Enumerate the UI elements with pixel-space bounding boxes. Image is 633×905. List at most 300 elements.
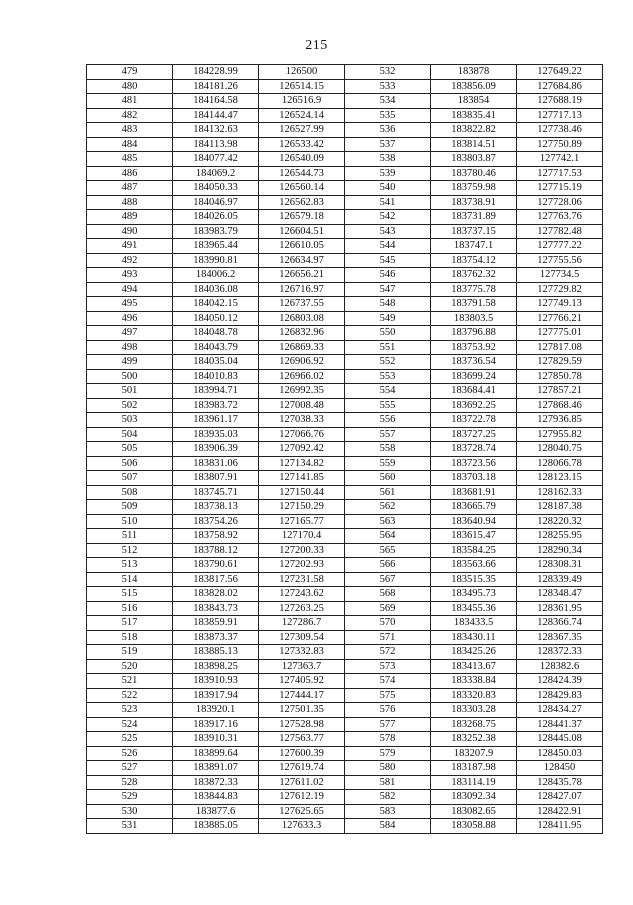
y-coordinate-cell: 127817.08 bbox=[517, 340, 603, 355]
table-row bbox=[87, 398, 603, 413]
x-coordinate-cell: 183920.1 bbox=[173, 703, 259, 718]
table-row bbox=[87, 340, 603, 355]
y-coordinate-cell: 126533.42 bbox=[259, 137, 345, 152]
point-number-cell: 538 bbox=[345, 152, 431, 167]
y-coordinate-cell: 127008.48 bbox=[259, 398, 345, 413]
point-number-cell: 529 bbox=[87, 790, 173, 805]
y-coordinate-cell: 127619.74 bbox=[259, 761, 345, 776]
x-coordinate-cell: 183854 bbox=[431, 94, 517, 109]
table-row bbox=[87, 572, 603, 587]
point-number-cell: 551 bbox=[345, 340, 431, 355]
y-coordinate-cell: 126562.83 bbox=[259, 195, 345, 210]
x-coordinate-cell: 183754.12 bbox=[431, 253, 517, 268]
y-coordinate-cell: 127738.46 bbox=[517, 123, 603, 138]
x-coordinate-cell: 183791.58 bbox=[431, 297, 517, 312]
point-number-cell: 485 bbox=[87, 152, 173, 167]
table-row bbox=[87, 181, 603, 196]
y-coordinate-cell: 127243.62 bbox=[259, 587, 345, 602]
x-coordinate-cell: 183738.13 bbox=[173, 500, 259, 515]
table-row bbox=[87, 65, 603, 80]
table-row bbox=[87, 645, 603, 660]
point-number-cell: 515 bbox=[87, 587, 173, 602]
y-coordinate-cell: 127777.22 bbox=[517, 239, 603, 254]
y-coordinate-cell: 128123.15 bbox=[517, 471, 603, 486]
point-number-cell: 525 bbox=[87, 732, 173, 747]
point-number-cell: 487 bbox=[87, 181, 173, 196]
y-coordinate-cell: 127936.85 bbox=[517, 413, 603, 428]
table-row bbox=[87, 456, 603, 471]
point-number-cell: 526 bbox=[87, 746, 173, 761]
x-coordinate-cell: 183906.39 bbox=[173, 442, 259, 457]
y-coordinate-cell: 128187.38 bbox=[517, 500, 603, 515]
y-coordinate-cell: 126716.97 bbox=[259, 282, 345, 297]
point-number-cell: 479 bbox=[87, 65, 173, 80]
table-row bbox=[87, 413, 603, 428]
point-number-cell: 546 bbox=[345, 268, 431, 283]
x-coordinate-cell: 183722.78 bbox=[431, 413, 517, 428]
point-number-cell: 496 bbox=[87, 311, 173, 326]
y-coordinate-cell: 126610.05 bbox=[259, 239, 345, 254]
table-row bbox=[87, 746, 603, 761]
x-coordinate-cell: 183885.05 bbox=[173, 819, 259, 834]
y-coordinate-cell: 126656.21 bbox=[259, 268, 345, 283]
point-number-cell: 562 bbox=[345, 500, 431, 515]
table-row bbox=[87, 137, 603, 152]
y-coordinate-cell: 128422.91 bbox=[517, 804, 603, 819]
y-coordinate-cell: 127715.19 bbox=[517, 181, 603, 196]
y-coordinate-cell: 128290.34 bbox=[517, 543, 603, 558]
table-row bbox=[87, 442, 603, 457]
x-coordinate-cell: 183759.98 bbox=[431, 181, 517, 196]
x-coordinate-cell: 184069.2 bbox=[173, 166, 259, 181]
y-coordinate-cell: 128066.78 bbox=[517, 456, 603, 471]
point-number-cell: 527 bbox=[87, 761, 173, 776]
x-coordinate-cell: 183910.31 bbox=[173, 732, 259, 747]
point-number-cell: 530 bbox=[87, 804, 173, 819]
point-number-cell: 486 bbox=[87, 166, 173, 181]
x-coordinate-cell: 183338.84 bbox=[431, 674, 517, 689]
y-coordinate-cell: 127755.56 bbox=[517, 253, 603, 268]
y-coordinate-cell: 127728.06 bbox=[517, 195, 603, 210]
point-number-cell: 495 bbox=[87, 297, 173, 312]
point-number-cell: 518 bbox=[87, 630, 173, 645]
x-coordinate-cell: 183640.94 bbox=[431, 514, 517, 529]
x-coordinate-cell: 183584.25 bbox=[431, 543, 517, 558]
table-row bbox=[87, 674, 603, 689]
x-coordinate-cell: 183885.13 bbox=[173, 645, 259, 660]
table-row bbox=[87, 123, 603, 138]
table-row bbox=[87, 485, 603, 500]
x-coordinate-cell: 183994.71 bbox=[173, 384, 259, 399]
point-number-cell: 566 bbox=[345, 558, 431, 573]
point-number-cell: 554 bbox=[345, 384, 431, 399]
y-coordinate-cell: 126906.92 bbox=[259, 355, 345, 370]
x-coordinate-cell: 183891.07 bbox=[173, 761, 259, 776]
point-number-cell: 577 bbox=[345, 717, 431, 732]
x-coordinate-cell: 183699.24 bbox=[431, 369, 517, 384]
point-number-cell: 561 bbox=[345, 485, 431, 500]
y-coordinate-cell: 127766.21 bbox=[517, 311, 603, 326]
x-coordinate-cell: 183961.17 bbox=[173, 413, 259, 428]
y-coordinate-cell: 127612.19 bbox=[259, 790, 345, 805]
table-row bbox=[87, 166, 603, 181]
point-number-cell: 537 bbox=[345, 137, 431, 152]
x-coordinate-cell: 183615.47 bbox=[431, 529, 517, 544]
point-number-cell: 494 bbox=[87, 282, 173, 297]
y-coordinate-cell: 128339.49 bbox=[517, 572, 603, 587]
y-coordinate-cell: 127868.46 bbox=[517, 398, 603, 413]
y-coordinate-cell: 128366.74 bbox=[517, 616, 603, 631]
y-coordinate-cell: 127734.5 bbox=[517, 268, 603, 283]
point-number-cell: 521 bbox=[87, 674, 173, 689]
table-row bbox=[87, 703, 603, 718]
point-number-cell: 552 bbox=[345, 355, 431, 370]
y-coordinate-cell: 126516.9 bbox=[259, 94, 345, 109]
point-number-cell: 555 bbox=[345, 398, 431, 413]
x-coordinate-cell: 183736.54 bbox=[431, 355, 517, 370]
y-coordinate-cell: 128429.83 bbox=[517, 688, 603, 703]
x-coordinate-cell: 183844.83 bbox=[173, 790, 259, 805]
y-coordinate-cell: 126737.55 bbox=[259, 297, 345, 312]
y-coordinate-cell: 127309.54 bbox=[259, 630, 345, 645]
point-number-cell: 503 bbox=[87, 413, 173, 428]
table-row bbox=[87, 500, 603, 515]
x-coordinate-cell: 183723.56 bbox=[431, 456, 517, 471]
x-coordinate-cell: 183877.6 bbox=[173, 804, 259, 819]
x-coordinate-cell: 183917.16 bbox=[173, 717, 259, 732]
y-coordinate-cell: 126803.08 bbox=[259, 311, 345, 326]
coordinates-table-body bbox=[87, 65, 603, 834]
y-coordinate-cell: 126992.35 bbox=[259, 384, 345, 399]
y-coordinate-cell: 128441.37 bbox=[517, 717, 603, 732]
table-row bbox=[87, 543, 603, 558]
x-coordinate-cell: 183803.5 bbox=[431, 311, 517, 326]
table-row bbox=[87, 195, 603, 210]
x-coordinate-cell: 183856.09 bbox=[431, 79, 517, 94]
y-coordinate-cell: 127134.82 bbox=[259, 456, 345, 471]
y-coordinate-cell: 127633.3 bbox=[259, 819, 345, 834]
x-coordinate-cell: 184050.33 bbox=[173, 181, 259, 196]
table-row bbox=[87, 210, 603, 225]
point-number-cell: 565 bbox=[345, 543, 431, 558]
y-coordinate-cell: 127829.59 bbox=[517, 355, 603, 370]
table-row bbox=[87, 804, 603, 819]
point-number-cell: 544 bbox=[345, 239, 431, 254]
x-coordinate-cell: 183835.41 bbox=[431, 108, 517, 123]
y-coordinate-cell: 127857.21 bbox=[517, 384, 603, 399]
point-number-cell: 512 bbox=[87, 543, 173, 558]
point-number-cell: 559 bbox=[345, 456, 431, 471]
x-coordinate-cell: 183983.72 bbox=[173, 398, 259, 413]
point-number-cell: 584 bbox=[345, 819, 431, 834]
x-coordinate-cell: 183990.81 bbox=[173, 253, 259, 268]
table-row bbox=[87, 297, 603, 312]
x-coordinate-cell: 183114.19 bbox=[431, 775, 517, 790]
point-number-cell: 480 bbox=[87, 79, 173, 94]
x-coordinate-cell: 183703.18 bbox=[431, 471, 517, 486]
y-coordinate-cell: 127363.7 bbox=[259, 659, 345, 674]
x-coordinate-cell: 184228.99 bbox=[173, 65, 259, 80]
x-coordinate-cell: 183738.91 bbox=[431, 195, 517, 210]
x-coordinate-cell: 184048.78 bbox=[173, 326, 259, 341]
y-coordinate-cell: 126544.73 bbox=[259, 166, 345, 181]
table-row bbox=[87, 253, 603, 268]
x-coordinate-cell: 183898.25 bbox=[173, 659, 259, 674]
point-number-cell: 572 bbox=[345, 645, 431, 660]
table-row bbox=[87, 94, 603, 109]
point-number-cell: 517 bbox=[87, 616, 173, 631]
y-coordinate-cell: 128411.95 bbox=[517, 819, 603, 834]
table-row bbox=[87, 587, 603, 602]
y-coordinate-cell: 127742.1 bbox=[517, 152, 603, 167]
y-coordinate-cell: 126832.96 bbox=[259, 326, 345, 341]
point-number-cell: 522 bbox=[87, 688, 173, 703]
x-coordinate-cell: 183803.87 bbox=[431, 152, 517, 167]
y-coordinate-cell: 127649.22 bbox=[517, 65, 603, 80]
point-number-cell: 491 bbox=[87, 239, 173, 254]
x-coordinate-cell: 184036.08 bbox=[173, 282, 259, 297]
x-coordinate-cell: 183737.15 bbox=[431, 224, 517, 239]
x-coordinate-cell: 184113.98 bbox=[173, 137, 259, 152]
x-coordinate-cell: 183983.79 bbox=[173, 224, 259, 239]
x-coordinate-cell: 183092.34 bbox=[431, 790, 517, 805]
x-coordinate-cell: 183563.66 bbox=[431, 558, 517, 573]
x-coordinate-cell: 183873.37 bbox=[173, 630, 259, 645]
table-row bbox=[87, 471, 603, 486]
y-coordinate-cell: 127749.13 bbox=[517, 297, 603, 312]
table-row bbox=[87, 529, 603, 544]
y-coordinate-cell: 127717.53 bbox=[517, 166, 603, 181]
x-coordinate-cell: 183843.73 bbox=[173, 601, 259, 616]
table-row bbox=[87, 239, 603, 254]
point-number-cell: 547 bbox=[345, 282, 431, 297]
table-row bbox=[87, 630, 603, 645]
y-coordinate-cell: 128308.31 bbox=[517, 558, 603, 573]
y-coordinate-cell: 127263.25 bbox=[259, 601, 345, 616]
y-coordinate-cell: 126579.18 bbox=[259, 210, 345, 225]
point-number-cell: 540 bbox=[345, 181, 431, 196]
point-number-cell: 531 bbox=[87, 819, 173, 834]
point-number-cell: 528 bbox=[87, 775, 173, 790]
point-number-cell: 549 bbox=[345, 311, 431, 326]
x-coordinate-cell: 183831.06 bbox=[173, 456, 259, 471]
x-coordinate-cell: 183910.93 bbox=[173, 674, 259, 689]
x-coordinate-cell: 183788.12 bbox=[173, 543, 259, 558]
point-number-cell: 490 bbox=[87, 224, 173, 239]
x-coordinate-cell: 183433.5 bbox=[431, 616, 517, 631]
y-coordinate-cell: 128434.27 bbox=[517, 703, 603, 718]
y-coordinate-cell: 128220.32 bbox=[517, 514, 603, 529]
x-coordinate-cell: 183917.94 bbox=[173, 688, 259, 703]
point-number-cell: 579 bbox=[345, 746, 431, 761]
point-number-cell: 510 bbox=[87, 514, 173, 529]
table-row bbox=[87, 775, 603, 790]
table-row bbox=[87, 616, 603, 631]
table-row bbox=[87, 732, 603, 747]
x-coordinate-cell: 183495.73 bbox=[431, 587, 517, 602]
point-number-cell: 507 bbox=[87, 471, 173, 486]
y-coordinate-cell: 127750.89 bbox=[517, 137, 603, 152]
point-number-cell: 558 bbox=[345, 442, 431, 457]
x-coordinate-cell: 183872.33 bbox=[173, 775, 259, 790]
x-coordinate-cell: 184043.79 bbox=[173, 340, 259, 355]
point-number-cell: 493 bbox=[87, 268, 173, 283]
table-row bbox=[87, 717, 603, 732]
x-coordinate-cell: 183859.91 bbox=[173, 616, 259, 631]
point-number-cell: 483 bbox=[87, 123, 173, 138]
y-coordinate-cell: 127501.35 bbox=[259, 703, 345, 718]
y-coordinate-cell: 126604.51 bbox=[259, 224, 345, 239]
x-coordinate-cell: 183207.9 bbox=[431, 746, 517, 761]
x-coordinate-cell: 183828.02 bbox=[173, 587, 259, 602]
y-coordinate-cell: 127165.77 bbox=[259, 514, 345, 529]
x-coordinate-cell: 183899.64 bbox=[173, 746, 259, 761]
x-coordinate-cell: 183187.98 bbox=[431, 761, 517, 776]
point-number-cell: 533 bbox=[345, 79, 431, 94]
point-number-cell: 482 bbox=[87, 108, 173, 123]
point-number-cell: 568 bbox=[345, 587, 431, 602]
point-number-cell: 520 bbox=[87, 659, 173, 674]
point-number-cell: 550 bbox=[345, 326, 431, 341]
point-number-cell: 498 bbox=[87, 340, 173, 355]
point-number-cell: 500 bbox=[87, 369, 173, 384]
point-number-cell: 535 bbox=[345, 108, 431, 123]
x-coordinate-cell: 183762.32 bbox=[431, 268, 517, 283]
point-number-cell: 536 bbox=[345, 123, 431, 138]
point-number-cell: 516 bbox=[87, 601, 173, 616]
y-coordinate-cell: 128040.75 bbox=[517, 442, 603, 457]
point-number-cell: 506 bbox=[87, 456, 173, 471]
y-coordinate-cell: 127625.65 bbox=[259, 804, 345, 819]
x-coordinate-cell: 183303.28 bbox=[431, 703, 517, 718]
table-row bbox=[87, 152, 603, 167]
x-coordinate-cell: 183692.25 bbox=[431, 398, 517, 413]
x-coordinate-cell: 184144.47 bbox=[173, 108, 259, 123]
y-coordinate-cell: 127729.82 bbox=[517, 282, 603, 297]
x-coordinate-cell: 183935.03 bbox=[173, 427, 259, 442]
table-row bbox=[87, 268, 603, 283]
y-coordinate-cell: 127775.01 bbox=[517, 326, 603, 341]
y-coordinate-cell: 127528.98 bbox=[259, 717, 345, 732]
table-row bbox=[87, 282, 603, 297]
x-coordinate-cell: 183082.65 bbox=[431, 804, 517, 819]
y-coordinate-cell: 127611.02 bbox=[259, 775, 345, 790]
point-number-cell: 505 bbox=[87, 442, 173, 457]
y-coordinate-cell: 127150.29 bbox=[259, 500, 345, 515]
x-coordinate-cell: 183822.82 bbox=[431, 123, 517, 138]
point-number-cell: 542 bbox=[345, 210, 431, 225]
point-number-cell: 511 bbox=[87, 529, 173, 544]
point-number-cell: 492 bbox=[87, 253, 173, 268]
x-coordinate-cell: 183814.51 bbox=[431, 137, 517, 152]
x-coordinate-cell: 184050.12 bbox=[173, 311, 259, 326]
x-coordinate-cell: 183790.61 bbox=[173, 558, 259, 573]
x-coordinate-cell: 184035.04 bbox=[173, 355, 259, 370]
y-coordinate-cell: 128367.35 bbox=[517, 630, 603, 645]
point-number-cell: 484 bbox=[87, 137, 173, 152]
x-coordinate-cell: 183796.88 bbox=[431, 326, 517, 341]
coordinates-table bbox=[86, 64, 603, 834]
y-coordinate-cell: 126524.14 bbox=[259, 108, 345, 123]
table-row bbox=[87, 108, 603, 123]
y-coordinate-cell: 128382.6 bbox=[517, 659, 603, 674]
x-coordinate-cell: 183728.74 bbox=[431, 442, 517, 457]
y-coordinate-cell: 128372.33 bbox=[517, 645, 603, 660]
point-number-cell: 567 bbox=[345, 572, 431, 587]
x-coordinate-cell: 183758.92 bbox=[173, 529, 259, 544]
point-number-cell: 574 bbox=[345, 674, 431, 689]
point-number-cell: 553 bbox=[345, 369, 431, 384]
table-row bbox=[87, 355, 603, 370]
y-coordinate-cell: 127955.82 bbox=[517, 427, 603, 442]
point-number-cell: 539 bbox=[345, 166, 431, 181]
table-row bbox=[87, 311, 603, 326]
y-coordinate-cell: 127405.92 bbox=[259, 674, 345, 689]
table-row bbox=[87, 659, 603, 674]
table-row bbox=[87, 601, 603, 616]
x-coordinate-cell: 183268.75 bbox=[431, 717, 517, 732]
x-coordinate-cell: 183425.26 bbox=[431, 645, 517, 660]
table-row bbox=[87, 79, 603, 94]
x-coordinate-cell: 183430.11 bbox=[431, 630, 517, 645]
y-coordinate-cell: 126514.15 bbox=[259, 79, 345, 94]
point-number-cell: 564 bbox=[345, 529, 431, 544]
table-row bbox=[87, 427, 603, 442]
y-coordinate-cell: 127038.33 bbox=[259, 413, 345, 428]
point-number-cell: 514 bbox=[87, 572, 173, 587]
point-number-cell: 571 bbox=[345, 630, 431, 645]
y-coordinate-cell: 127563.77 bbox=[259, 732, 345, 747]
point-number-cell: 557 bbox=[345, 427, 431, 442]
x-coordinate-cell: 183780.46 bbox=[431, 166, 517, 181]
point-number-cell: 499 bbox=[87, 355, 173, 370]
x-coordinate-cell: 183965.44 bbox=[173, 239, 259, 254]
x-coordinate-cell: 183878 bbox=[431, 65, 517, 80]
x-coordinate-cell: 183753.92 bbox=[431, 340, 517, 355]
y-coordinate-cell: 128348.47 bbox=[517, 587, 603, 602]
point-number-cell: 582 bbox=[345, 790, 431, 805]
y-coordinate-cell: 127600.39 bbox=[259, 746, 345, 761]
y-coordinate-cell: 127150.44 bbox=[259, 485, 345, 500]
y-coordinate-cell: 127763.76 bbox=[517, 210, 603, 225]
point-number-cell: 581 bbox=[345, 775, 431, 790]
point-number-cell: 501 bbox=[87, 384, 173, 399]
y-coordinate-cell: 126527.99 bbox=[259, 123, 345, 138]
y-coordinate-cell: 128445.08 bbox=[517, 732, 603, 747]
point-number-cell: 489 bbox=[87, 210, 173, 225]
x-coordinate-cell: 184042.15 bbox=[173, 297, 259, 312]
x-coordinate-cell: 184010.83 bbox=[173, 369, 259, 384]
table-row bbox=[87, 688, 603, 703]
x-coordinate-cell: 183252.38 bbox=[431, 732, 517, 747]
point-number-cell: 576 bbox=[345, 703, 431, 718]
y-coordinate-cell: 128361.95 bbox=[517, 601, 603, 616]
table-row bbox=[87, 326, 603, 341]
point-number-cell: 545 bbox=[345, 253, 431, 268]
x-coordinate-cell: 184026.05 bbox=[173, 210, 259, 225]
y-coordinate-cell: 127717.13 bbox=[517, 108, 603, 123]
y-coordinate-cell: 128450 bbox=[517, 761, 603, 776]
point-number-cell: 575 bbox=[345, 688, 431, 703]
x-coordinate-cell: 183684.41 bbox=[431, 384, 517, 399]
y-coordinate-cell: 127688.19 bbox=[517, 94, 603, 109]
x-coordinate-cell: 183681.91 bbox=[431, 485, 517, 500]
x-coordinate-cell: 183665.79 bbox=[431, 500, 517, 515]
y-coordinate-cell: 127684.86 bbox=[517, 79, 603, 94]
point-number-cell: 509 bbox=[87, 500, 173, 515]
point-number-cell: 578 bbox=[345, 732, 431, 747]
y-coordinate-cell: 127170.4 bbox=[259, 529, 345, 544]
